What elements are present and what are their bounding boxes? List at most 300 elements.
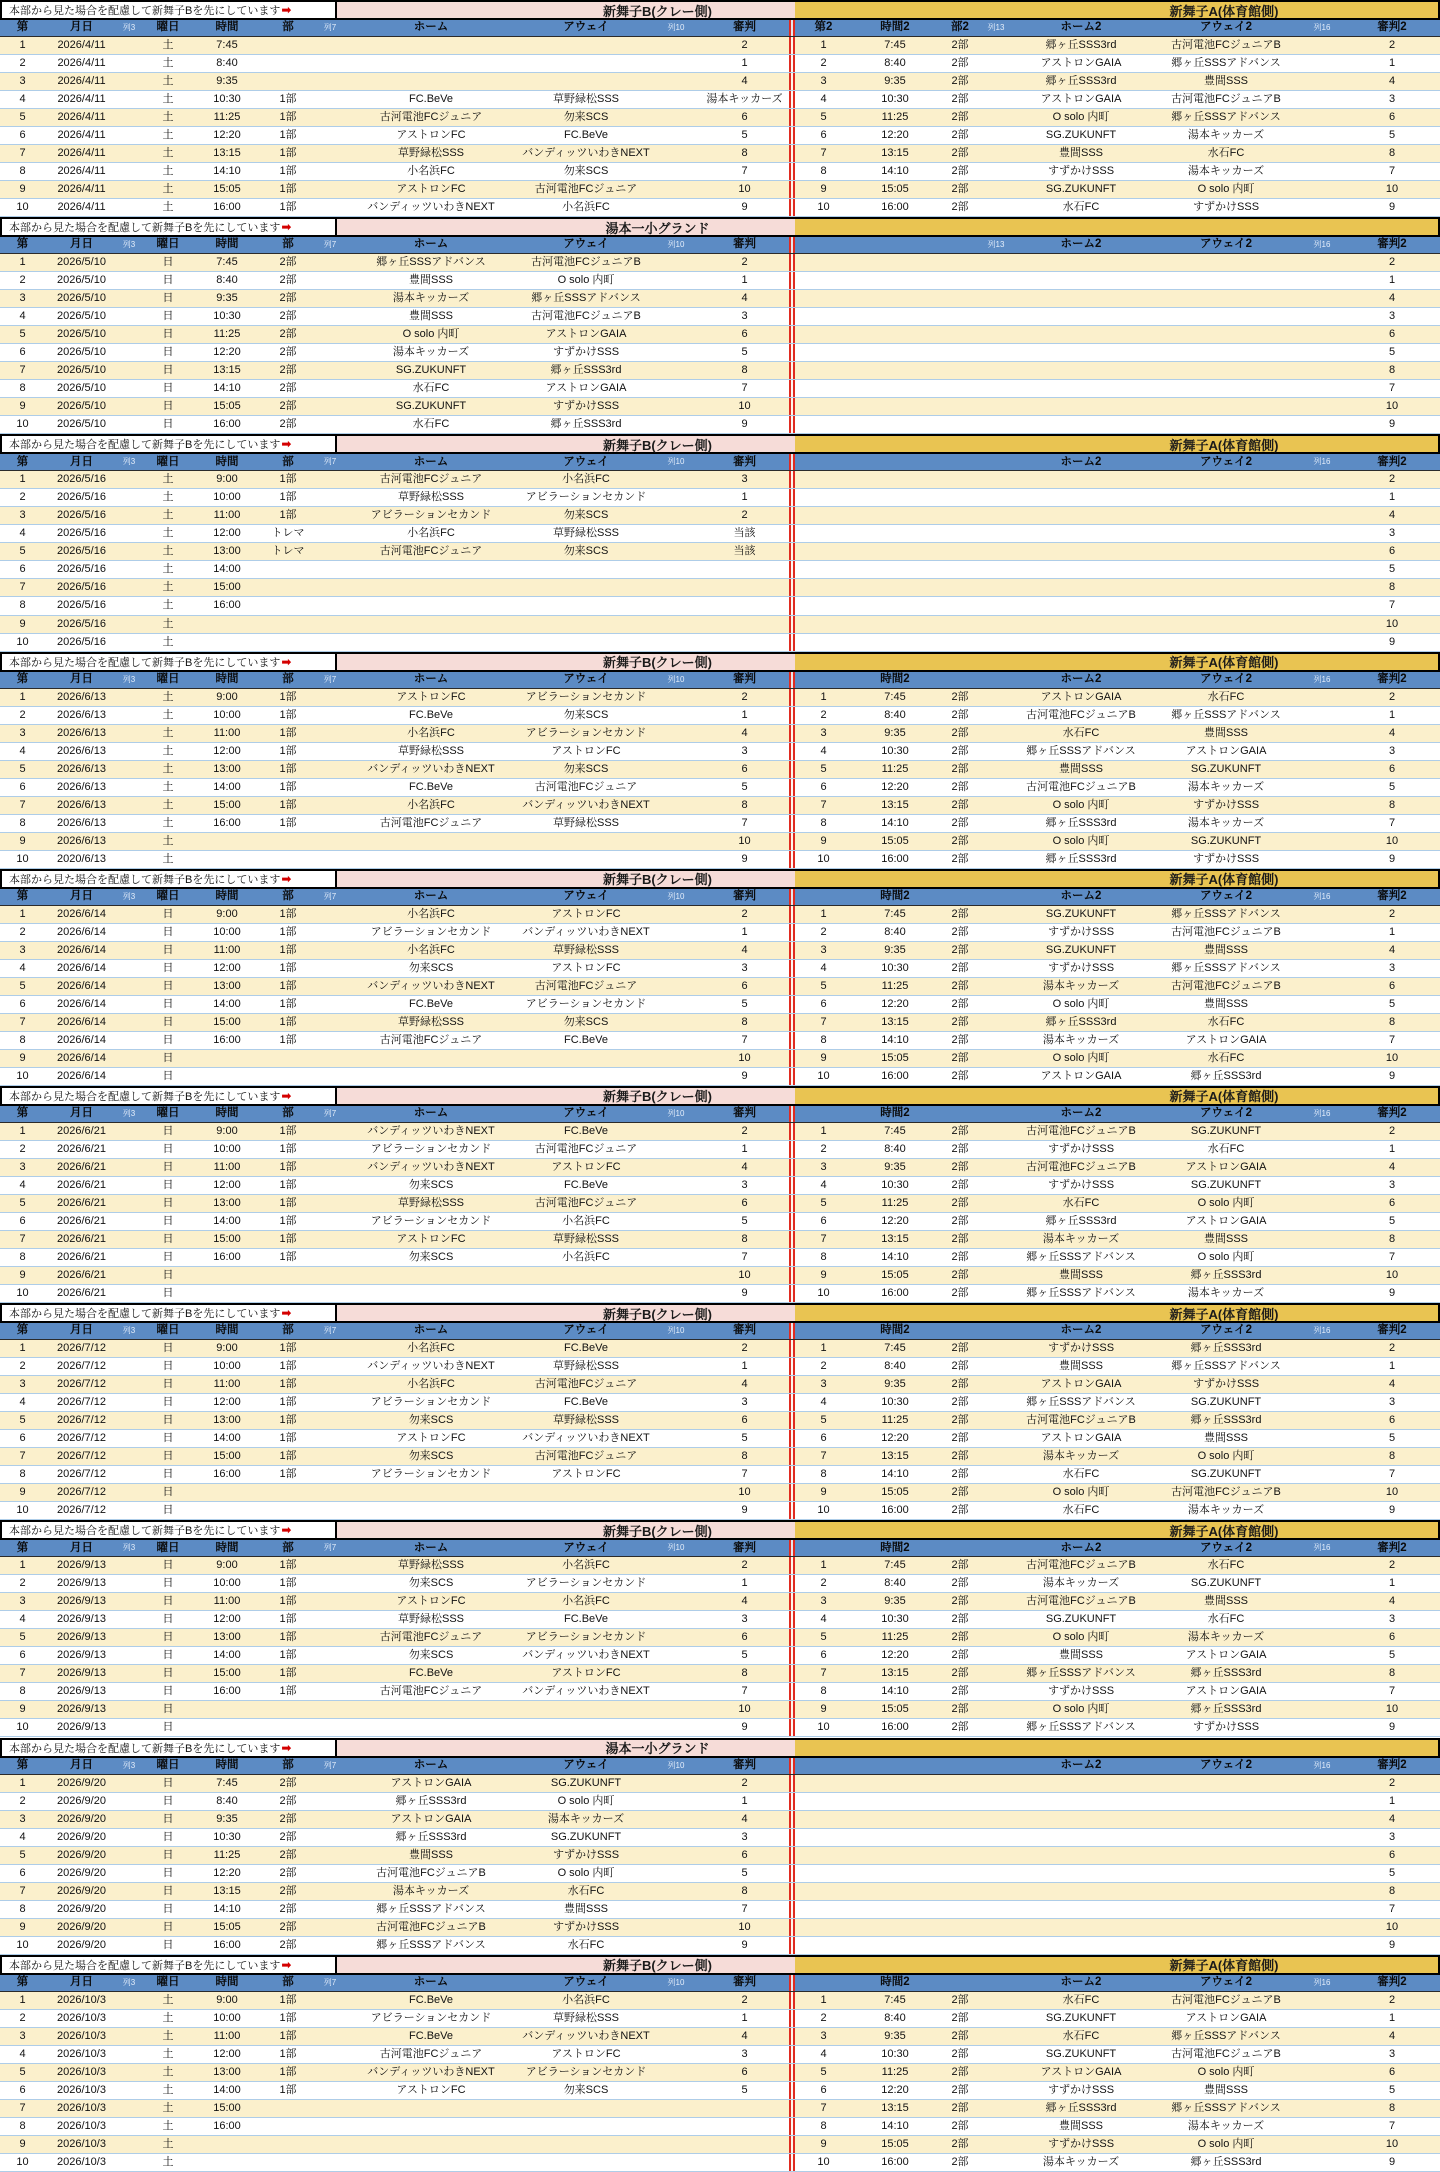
cell-away: 小名浜FC (562, 1559, 610, 1572)
cell-away: 勿来SCS (563, 509, 609, 522)
cell-no: 6 (19, 1649, 26, 1662)
cell-date: 2026/6/13 (57, 780, 106, 793)
column-header-row (0, 20, 1440, 37)
header-col16: 列16 (1313, 1760, 1331, 1770)
cell-away: すずかけSSS (552, 346, 620, 359)
cell-time: 9:00 (216, 1993, 238, 2006)
cell-time: 9:00 (216, 1559, 238, 1572)
cell-div: 2部 (279, 382, 297, 395)
cell-dow: 土 (162, 1993, 174, 2006)
header-away: アウェイ (563, 238, 609, 251)
cell-date: 2026/9/13 (57, 1721, 106, 1734)
cell-time: 7:45 (216, 256, 238, 269)
cell-no: 4 (19, 1178, 26, 1191)
cell-no: 5 (19, 328, 26, 341)
cell-no2: 4 (820, 2047, 827, 2060)
cell-no2: 10 (817, 1721, 830, 1734)
header-home: ホーム (413, 238, 449, 251)
cell-ref: 4 (741, 1160, 748, 1173)
cell-ref2: 8 (1388, 1667, 1396, 1680)
cell-away: 小名浜FC (562, 201, 610, 214)
cell-home: 郷ヶ丘SSSアドバンス (376, 1902, 486, 1915)
cell-time: 11:25 (213, 111, 241, 124)
cell-dow: 日 (162, 382, 174, 395)
cell-away2: 郷ヶ丘SSSアドバンス (1171, 111, 1281, 124)
cell-dow: 土 (162, 509, 174, 522)
header-away2: アウェイ2 (1200, 1975, 1252, 1988)
cell-ref2: 1 (1388, 1577, 1396, 1590)
cell-no2: 7 (820, 147, 827, 160)
cell-home: 郷ヶ丘SSS3rd (395, 1794, 467, 1807)
cell-away2: 湯本キッカーズ (1187, 780, 1265, 793)
cell-dow: 日 (162, 943, 174, 956)
cell-time2: 14:10 (881, 1033, 909, 1046)
header-div: 部 (282, 1541, 294, 1554)
cell-div: 1部 (279, 1577, 297, 1590)
header-time2: 時間2 (880, 1541, 910, 1554)
match-row-2 (0, 707, 1440, 725)
cell-ref: 3 (741, 310, 748, 323)
cell-date: 2026/4/11 (57, 201, 106, 214)
header-away: アウェイ (563, 455, 609, 468)
cell-away2: 古河電池FCジュニアB (1171, 93, 1281, 106)
cell-time2: 15:05 (881, 1703, 909, 1716)
venue-title-right (795, 0, 1440, 20)
venue-title-left (337, 1520, 795, 1540)
cell-div2: 2部 (951, 147, 969, 160)
match-row-5 (0, 1195, 1440, 1213)
cell-dow: 日 (162, 364, 174, 377)
cell-dow: 土 (162, 780, 174, 793)
cell-div: 1部 (279, 780, 297, 793)
cell-away2: 豊間SSS (1203, 943, 1248, 956)
cell-away2: 豊間SSS (1203, 1432, 1248, 1445)
cell-time2: 16:00 (881, 201, 909, 214)
cell-ref2: 4 (1388, 509, 1396, 522)
cell-away2: 湯本キッカーズ (1187, 1504, 1265, 1517)
cell-home: 小名浜FC (407, 798, 455, 811)
header-home2: ホーム2 (1060, 21, 1102, 34)
header-ref2: 審判2 (1377, 1975, 1407, 1988)
cell-home: 勿来SCS (408, 961, 454, 974)
match-row-9 (0, 1267, 1440, 1285)
cell-ref2: 10 (1385, 2137, 1399, 2150)
cell-dow: 土 (162, 57, 174, 70)
cell-dow: 日 (162, 1450, 174, 1463)
cell-ref2: 3 (1388, 1178, 1396, 1191)
schedule-block-8 (0, 1520, 1440, 1737)
cell-time2: 12:20 (881, 780, 909, 793)
cell-div2: 2部 (951, 1414, 969, 1427)
cell-date: 2026/5/10 (57, 400, 106, 413)
header-col3: 列3 (122, 1543, 136, 1553)
match-row-9 (0, 1701, 1440, 1719)
cell-time: 14:00 (213, 1432, 241, 1445)
cell-home2: 湯本キッカーズ (1042, 1450, 1120, 1463)
match-row-5 (0, 1847, 1440, 1865)
header-home2: ホーム2 (1060, 1324, 1102, 1337)
cell-ref2: 7 (1388, 1251, 1396, 1264)
match-row-2 (0, 924, 1440, 942)
cell-ref: 7 (741, 1902, 748, 1915)
match-row-2 (0, 1793, 1440, 1811)
arrow-right-icon: ➡ (281, 654, 292, 669)
cell-no: 2 (19, 1577, 26, 1590)
cell-home: SG.ZUKUNFT (395, 364, 467, 377)
cell-date: 2026/6/14 (57, 1015, 106, 1028)
cell-ref2: 2 (1388, 39, 1396, 51)
cell-home: SG.ZUKUNFT (395, 400, 467, 413)
cell-ref: 湯本キッカーズ (706, 93, 783, 106)
match-row-9 (0, 2136, 1440, 2154)
cell-div2: 2部 (951, 1378, 969, 1391)
cell-date: 2026/6/21 (57, 1142, 106, 1155)
cell-dow: 土 (162, 527, 174, 540)
header-no: 第 (16, 672, 29, 685)
cell-div2: 2部 (951, 2137, 969, 2150)
cell-date: 2026/9/13 (57, 1685, 106, 1698)
cell-no: 4 (19, 93, 26, 106)
cell-away2: アストロンGAIA (1185, 2011, 1267, 2024)
schedule-block-9 (0, 1738, 1440, 1955)
cell-time: 9:00 (216, 1124, 238, 1137)
cell-date: 2026/5/16 (57, 599, 106, 612)
cell-no: 4 (19, 961, 26, 974)
cell-ref2: 6 (1388, 1414, 1396, 1427)
cell-div: 2部 (279, 1938, 297, 1951)
cell-ref2: 8 (1388, 2101, 1396, 2114)
header-away2: アウェイ2 (1200, 1324, 1252, 1337)
cell-dow: 日 (162, 1178, 174, 1191)
cell-ref: 5 (741, 1432, 748, 1445)
cell-time: 11:25 (213, 1848, 241, 1861)
match-row-2 (0, 1141, 1440, 1159)
cell-div2: 2部 (951, 165, 969, 178)
cell-away2: SG.ZUKUNFT (1190, 1124, 1262, 1137)
cell-time2: 9:35 (884, 2029, 906, 2042)
cell-date: 2026/9/13 (57, 1631, 106, 1644)
cell-div: 2部 (279, 1830, 297, 1843)
schedule-block-6 (0, 1086, 1440, 1303)
cell-home: O solo 内町 (402, 328, 460, 341)
cell-div2: 2部 (951, 2065, 969, 2078)
cell-div: 1部 (279, 1160, 297, 1173)
cell-time2: 12:20 (881, 129, 909, 142)
header-div2: 部2 (951, 21, 969, 34)
cell-dow: 土 (162, 834, 174, 847)
cell-no: 8 (19, 2119, 26, 2132)
header-time2: 時間2 (880, 1107, 910, 1120)
cell-no2: 5 (820, 2065, 827, 2078)
match-row-6 (0, 2082, 1440, 2100)
cell-home: アビラーションセカンド (370, 1215, 492, 1228)
header-col10: 列10 (667, 240, 685, 250)
arrow-right-icon: ➡ (281, 1523, 292, 1538)
cell-date: 2026/5/16 (57, 617, 106, 630)
venue-title-right (795, 1520, 1440, 1540)
title-row (0, 1738, 1440, 1758)
note-text: 本部から見た場合を配慮して新舞子Bを先にしています (9, 5, 281, 17)
cell-home2: 郷ヶ丘SSSアドバンス (1026, 1721, 1136, 1734)
cell-div: 1部 (279, 1142, 297, 1155)
cell-away: アビラーションセカンド (525, 2065, 647, 2078)
cell-dow: 日 (162, 1124, 174, 1137)
header-no: 第 (16, 238, 29, 251)
cell-home: バンディッツいわきNEXT (367, 1124, 495, 1137)
cell-ref: 8 (741, 1233, 748, 1246)
cell-home: FC.BeVe (408, 1993, 454, 2006)
schedule-block-3 (0, 434, 1440, 651)
cell-home: FC.BeVe (408, 93, 454, 106)
cell-away2: 古河電池FCジュニアB (1171, 979, 1281, 992)
cell-time: 14:10 (213, 165, 241, 178)
match-row-4 (0, 2046, 1440, 2064)
arrow-right-icon: ➡ (281, 1740, 292, 1755)
venue-title-left-label: 湯本一小グランド (605, 1741, 710, 1756)
header-col7: 列7 (323, 1760, 337, 1770)
cell-no2: 1 (820, 690, 827, 703)
venue-title-left (337, 1738, 795, 1758)
venue-title-right-label: 新舞子A(体育館側) (1169, 1958, 1279, 1974)
cell-ref2: 3 (1388, 93, 1396, 106)
cell-time2: 7:45 (884, 39, 906, 51)
cell-no: 10 (16, 201, 29, 214)
cell-away: 豊間SSS (563, 1902, 608, 1915)
cell-away: 勿来SCS (563, 111, 609, 124)
cell-ref2: 6 (1388, 111, 1396, 124)
header-away: アウェイ (563, 672, 609, 685)
cell-no: 2 (19, 1360, 26, 1373)
cell-no2: 1 (820, 907, 827, 920)
match-row-4 (0, 743, 1440, 761)
match-row-10 (0, 199, 1440, 217)
venue-title-right-label: 新舞子A(体育館側) (1169, 1089, 1279, 1105)
cell-home: 小名浜FC (407, 1342, 455, 1355)
cell-date: 2026/5/10 (57, 292, 106, 305)
cell-dow: 土 (162, 165, 174, 178)
cell-time2: 8:40 (884, 925, 906, 938)
cell-home2: 郷ヶ丘SSS3rd (1045, 852, 1117, 865)
cell-time: 16:00 (213, 1033, 241, 1046)
cell-div2: 2部 (951, 690, 969, 703)
cell-ref: 8 (741, 1884, 748, 1897)
cell-date: 2026/10/3 (57, 2011, 106, 2024)
cell-home: アビラーションセカンド (370, 1468, 492, 1481)
match-row-3 (0, 1593, 1440, 1611)
cell-home: アストロンFC (396, 1595, 466, 1608)
cell-no: 5 (19, 762, 26, 775)
cell-no2: 7 (820, 1667, 827, 1680)
column-header-row (0, 237, 1440, 254)
cell-no: 6 (19, 2083, 26, 2096)
cell-date: 2026/9/13 (57, 1577, 106, 1590)
cell-ref2: 4 (1388, 1160, 1396, 1173)
cell-away: 郷ヶ丘SSS3rd (550, 364, 622, 377)
cell-div2: 2部 (951, 183, 969, 196)
match-row-3 (0, 942, 1440, 960)
match-row-5 (0, 761, 1440, 779)
red-divider-line (789, 1865, 795, 1882)
cell-div2: 2部 (951, 1613, 969, 1626)
cell-away: 草野緑松SSS (552, 1233, 619, 1246)
cell-time2: 12:20 (881, 1432, 909, 1445)
cell-ref: 6 (741, 762, 748, 775)
cell-div: 1部 (279, 1378, 297, 1391)
cell-ref: 3 (741, 1178, 748, 1191)
match-row-6 (0, 561, 1440, 579)
cell-no: 1 (19, 690, 26, 703)
cell-time2: 8:40 (884, 708, 906, 721)
cell-ref: 1 (741, 1360, 748, 1373)
cell-ref2: 10 (1385, 400, 1399, 413)
header-col13: 列13 (987, 23, 1005, 32)
header-date: 月日 (70, 1324, 93, 1337)
cell-date: 2026/6/21 (57, 1178, 106, 1191)
cell-date: 2026/10/3 (57, 2047, 106, 2060)
cell-home: 草野緑松SSS (397, 1015, 464, 1028)
cell-home2: 湯本キッカーズ (1042, 979, 1120, 992)
header-ref2: 審判2 (1377, 1758, 1407, 1771)
title-row (0, 1955, 1440, 1975)
schedule-block-1 (0, 0, 1440, 217)
cell-home: 小名浜FC (407, 1378, 455, 1391)
match-row-8 (0, 163, 1440, 181)
header-home2: ホーム2 (1060, 1541, 1102, 1554)
cell-div: 2部 (279, 310, 297, 323)
cell-div2: 2部 (951, 1178, 969, 1191)
cell-dow: 日 (162, 1468, 174, 1481)
cell-date: 2026/6/21 (57, 1287, 106, 1300)
header-home2: ホーム2 (1060, 455, 1102, 468)
cell-div2: 2部 (951, 57, 969, 70)
match-row-5 (0, 543, 1440, 561)
cell-ref: 6 (741, 328, 748, 341)
cell-time2: 11:25 (881, 979, 909, 992)
cell-time: 15:00 (213, 1015, 241, 1028)
cell-ref2: 1 (1388, 708, 1396, 721)
cell-ref: 2 (741, 690, 748, 703)
cell-date: 2026/4/11 (57, 183, 106, 196)
cell-time2: 10:30 (881, 1178, 909, 1191)
cell-ref2: 2 (1388, 473, 1396, 486)
cell-home: アストロンFC (396, 1432, 466, 1445)
cell-ref: 6 (741, 2065, 748, 2078)
cell-away: アビラーションセカンド (525, 1631, 647, 1644)
cell-away2: アストロンGAIA (1185, 744, 1267, 757)
cell-away: FC.BeVe (563, 1342, 609, 1355)
cell-ref: 1 (741, 925, 748, 938)
cell-away2: SG.ZUKUNFT (1190, 1178, 1262, 1191)
cell-dow: 日 (162, 1033, 174, 1046)
cell-dow: 日 (162, 1233, 174, 1246)
match-row-8 (0, 1032, 1440, 1050)
match-row-10 (0, 1285, 1440, 1303)
cell-div2: 2部 (951, 2155, 969, 2168)
header-time: 時間 (215, 21, 239, 34)
cell-no: 1 (19, 1342, 26, 1355)
cell-time: 14:00 (213, 780, 241, 793)
cell-away2: O solo 内町 (1197, 1251, 1255, 1264)
cell-no: 7 (19, 147, 26, 160)
cell-away: 古河電池FCジュニア (534, 1197, 638, 1209)
header-home: ホーム (413, 455, 449, 468)
cell-time: 12:00 (213, 527, 241, 540)
header-dow: 曜日 (156, 1975, 180, 1988)
cell-dow: 日 (162, 328, 174, 341)
cell-time2: 15:05 (881, 2137, 909, 2150)
header-col10: 列10 (667, 1326, 685, 1336)
cell-away2: 郷ヶ丘SSSアドバンス (1171, 708, 1281, 721)
cell-date: 2026/7/12 (57, 1504, 106, 1517)
cell-home2: 豊間SSS (1058, 2119, 1103, 2132)
cell-ref: 6 (741, 1197, 748, 1209)
cell-away: すずかけSSS (552, 400, 620, 413)
cell-away2: 古河電池FCジュニアB (1171, 2047, 1281, 2060)
header-time: 時間 (215, 1541, 239, 1554)
cell-home: FC.BeVe (408, 780, 454, 793)
cell-date: 2026/6/21 (57, 1215, 106, 1228)
arrow-right-icon: ➡ (281, 220, 292, 235)
cell-away2: すずかけSSS (1192, 852, 1260, 865)
match-row-9 (0, 398, 1440, 416)
header-away: アウェイ (563, 1758, 609, 1771)
cell-dow: 日 (162, 1884, 174, 1897)
header-dow: 曜日 (156, 890, 180, 902)
cell-div: 1部 (279, 1559, 297, 1572)
cell-time: 13:00 (213, 1631, 241, 1644)
header-time2: 時間2 (880, 1975, 910, 1988)
cell-away: 古河電池FCジュニアB (531, 256, 641, 269)
cell-home: 草野緑松SSS (397, 147, 464, 160)
cell-home2: 水石FC (1062, 1993, 1100, 2006)
cell-away: 草野緑松SSS (552, 1360, 619, 1373)
match-row-8 (0, 597, 1440, 615)
cell-no2: 4 (820, 93, 827, 106)
cell-no: 3 (19, 1160, 26, 1173)
cell-home2: 湯本キッカーズ (1042, 1577, 1120, 1590)
red-divider-line (789, 344, 795, 361)
cell-time: 10:30 (213, 310, 241, 323)
cell-ref: 1 (741, 57, 748, 70)
cell-no: 6 (19, 780, 26, 793)
cell-dow: 土 (162, 581, 174, 594)
cell-home2: アストロンGAIA (1040, 2065, 1122, 2078)
cell-home: アビラーションセカンド (370, 509, 492, 522)
cell-home: 草野緑松SSS (397, 1197, 464, 1209)
cell-time2: 14:10 (881, 2119, 909, 2132)
cell-div: 1部 (279, 1178, 297, 1191)
cell-ref2: 1 (1388, 1142, 1396, 1155)
cell-no: 7 (19, 798, 26, 811)
header-away: アウェイ (563, 1324, 609, 1337)
cell-time2: 12:20 (881, 1215, 909, 1228)
cell-time: 10:00 (213, 1360, 241, 1373)
cell-time2: 12:20 (881, 997, 909, 1010)
cell-no2: 8 (820, 1468, 827, 1481)
cell-date: 2026/10/3 (57, 2137, 106, 2150)
cell-away: 小名浜FC (562, 1215, 610, 1228)
cell-away: 郷ヶ丘SSSアドバンス (531, 292, 641, 305)
schedule-block-7 (0, 1303, 1440, 1520)
cell-no: 9 (19, 1920, 26, 1933)
cell-date: 2026/7/12 (57, 1450, 106, 1463)
cell-away2: 郷ヶ丘SSS3rd (1190, 1667, 1262, 1680)
cell-no2: 6 (820, 1215, 827, 1228)
cell-div2: 2部 (951, 1577, 969, 1590)
cell-div2: 2部 (951, 997, 969, 1010)
cell-time: 11:00 (213, 943, 241, 956)
cell-div: 1部 (279, 1033, 297, 1046)
